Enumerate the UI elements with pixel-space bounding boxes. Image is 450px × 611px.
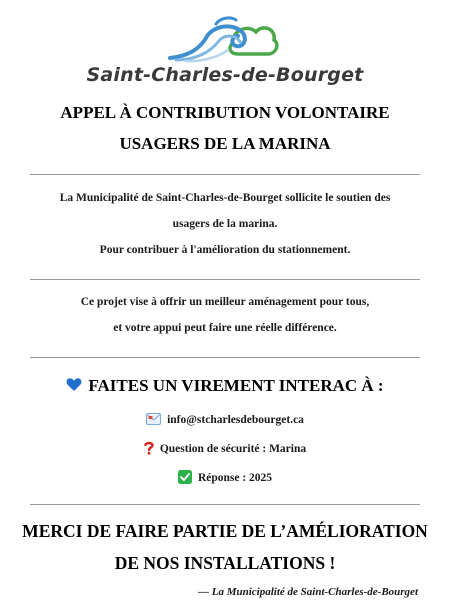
municipality-logo — [0, 10, 450, 68]
project-line-1: Ce projet vise à offrir un meilleur aménagement pour tous, — [80, 296, 370, 308]
interac-answer-line — [0, 470, 450, 487]
interac-answer: Réponse : 2025 — [197, 472, 273, 485]
interac-heading-text: FAITES UN VIREMENT INTERAC À : — [88, 376, 384, 395]
interac-heading — [0, 376, 450, 397]
closing-line-2: DE NOS INSTALLATIONS ! — [114, 553, 336, 573]
divider — [30, 357, 420, 358]
closing-line-1: MERCI DE FAIRE PARTIE DE L’AMÉLIORATION — [22, 521, 428, 541]
check-mark-icon — [178, 470, 192, 487]
divider — [30, 504, 420, 505]
signature: — La Municipalité de Saint-Charles-de-Bourget — [197, 586, 418, 598]
interac-question-line — [0, 441, 450, 458]
email-icon — [146, 413, 161, 428]
interac-email[interactable]: info@stcharlesdebourget.ca — [167, 414, 304, 427]
interac-email-line — [0, 413, 450, 428]
intro-line-1: La Municipalité de Saint-Charles-de-Bourget sollicite le soutien des — [59, 192, 391, 204]
page-title-line-2: USAGERS DE LA MARINA — [119, 134, 331, 153]
question-mark-icon — [144, 441, 154, 458]
divider — [30, 279, 420, 280]
intro-line-2: usagers de la marina. — [172, 218, 278, 230]
interac-question: Question de sécurité : Marina — [159, 443, 307, 456]
project-line-2: et votre appui peut faire une réelle différence. — [113, 322, 337, 334]
blue-heart-icon — [66, 377, 82, 397]
page-title-line-1: APPEL À CONTRIBUTION VOLONTAIRE — [60, 103, 390, 122]
divider — [30, 174, 420, 175]
intro-line-3: Pour contribuer à l'amélioration du stationnement. — [99, 244, 351, 256]
brand-name: Saint-Charles-de-Bourget — [86, 64, 364, 86]
